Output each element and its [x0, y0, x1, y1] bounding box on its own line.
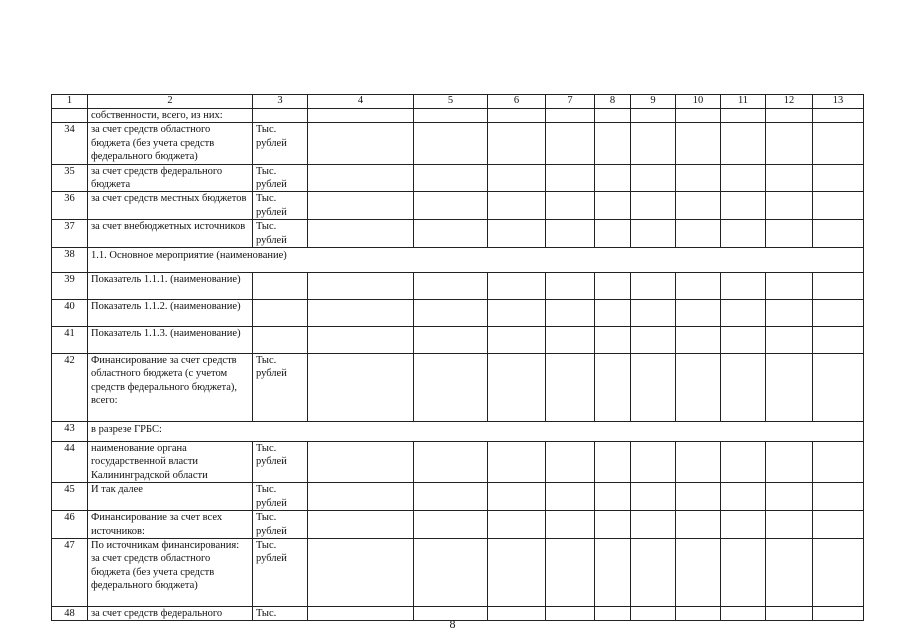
value-cell	[813, 123, 864, 164]
table-row	[52, 483, 864, 511]
value-cell	[721, 273, 766, 300]
row-name-cell: за счет средств местных бюджетов	[88, 192, 253, 220]
row-name-cell: за счет средств областного бюджета (без учета средств федерального бюджета)	[88, 123, 253, 164]
unit-cell	[253, 273, 308, 300]
value-cell	[766, 483, 813, 511]
table-row	[52, 422, 864, 442]
row-name-cell: И так далее	[88, 483, 253, 511]
value-cell	[676, 273, 721, 300]
row-number-cell: 34	[52, 123, 88, 164]
value-cell	[631, 327, 676, 354]
table-row	[52, 192, 864, 220]
value-cell	[546, 220, 595, 248]
value-cell	[595, 192, 631, 220]
value-cell	[546, 442, 595, 483]
value-cell	[308, 354, 414, 422]
value-cell	[721, 123, 766, 164]
value-cell	[631, 273, 676, 300]
value-cell	[488, 273, 546, 300]
row-number-cell: 48	[52, 606, 88, 620]
value-cell	[546, 164, 595, 192]
page-number: 8	[449, 617, 456, 631]
value-cell	[631, 220, 676, 248]
column-header: 5	[414, 95, 488, 109]
value-cell	[308, 511, 414, 539]
value-cell	[308, 164, 414, 192]
value-cell	[676, 220, 721, 248]
value-cell	[595, 538, 631, 606]
column-header: 6	[488, 95, 546, 109]
table-row	[52, 511, 864, 539]
value-cell	[308, 442, 414, 483]
value-cell	[308, 538, 414, 606]
section-heading-text: 1.1. Основное мероприятие (наименование)	[91, 250, 287, 262]
value-cell	[308, 220, 414, 248]
table-row	[52, 354, 864, 422]
value-cell	[414, 483, 488, 511]
row-number-cell	[52, 109, 88, 123]
value-cell	[676, 192, 721, 220]
column-header: 7	[546, 95, 595, 109]
column-header: 9	[631, 95, 676, 109]
value-cell	[595, 123, 631, 164]
value-cell	[676, 538, 721, 606]
row-name-cell: Финансирование за счет всех источников:	[88, 511, 253, 539]
value-cell	[813, 273, 864, 300]
unit-cell: Тыс. рублей	[253, 123, 308, 164]
value-cell	[631, 511, 676, 539]
value-cell	[488, 300, 546, 327]
section-heading-cell	[88, 248, 864, 273]
value-cell	[595, 442, 631, 483]
unit-cell: Тыс. рублей	[253, 164, 308, 192]
row-number-cell: 44	[52, 442, 88, 483]
row-name-cell: за счет средств федерального	[88, 606, 253, 620]
row-number-cell: 36	[52, 192, 88, 220]
value-cell	[546, 273, 595, 300]
value-cell	[813, 192, 864, 220]
value-cell	[676, 511, 721, 539]
value-cell	[631, 442, 676, 483]
value-cell	[676, 164, 721, 192]
value-cell	[676, 354, 721, 422]
row-number-cell: 37	[52, 220, 88, 248]
value-cell	[813, 483, 864, 511]
value-cell	[766, 442, 813, 483]
column-header: 12	[766, 95, 813, 109]
row-name-cell: за счет средств федерального бюджета	[88, 164, 253, 192]
value-cell	[414, 164, 488, 192]
value-cell	[631, 164, 676, 192]
value-cell	[813, 164, 864, 192]
table-row	[52, 109, 864, 123]
table-row	[52, 273, 864, 300]
value-cell	[414, 354, 488, 422]
value-cell	[414, 192, 488, 220]
value-cell	[546, 538, 595, 606]
value-cell	[595, 511, 631, 539]
value-cell	[676, 483, 721, 511]
value-cell	[766, 123, 813, 164]
table-row	[52, 164, 864, 192]
value-cell	[308, 109, 414, 123]
value-cell	[631, 123, 676, 164]
row-name-cell: По источникам финансирования: за счет средств областного бюджета (без учета средств федерального бюджета)	[88, 538, 253, 606]
value-cell	[488, 442, 546, 483]
unit-cell: Тыс. рублей	[253, 192, 308, 220]
column-header: 1	[52, 95, 88, 109]
value-cell	[414, 327, 488, 354]
table-row	[52, 220, 864, 248]
table-header-row	[52, 95, 864, 109]
value-cell	[414, 300, 488, 327]
row-number-cell: 38	[52, 248, 88, 273]
value-cell	[595, 300, 631, 327]
value-cell	[595, 109, 631, 123]
column-header: 2	[88, 95, 253, 109]
value-cell	[308, 123, 414, 164]
value-cell	[721, 483, 766, 511]
value-cell	[488, 354, 546, 422]
value-cell	[546, 354, 595, 422]
table-row	[52, 248, 864, 273]
row-name-cell: Финансирование за счет средств областного бюджета (с учетом средств федерального бюджета), всего:	[88, 354, 253, 422]
row-name-cell: собственности, всего, из них:	[88, 109, 253, 123]
unit-cell: Тыс. рублей	[253, 354, 308, 422]
column-header: 8	[595, 95, 631, 109]
value-cell	[546, 327, 595, 354]
unit-cell	[253, 300, 308, 327]
value-cell	[813, 354, 864, 422]
value-cell	[253, 109, 308, 123]
value-cell	[766, 109, 813, 123]
section-heading-cell	[88, 422, 864, 442]
value-cell	[676, 109, 721, 123]
value-cell	[414, 538, 488, 606]
unit-cell: Тыс. рублей	[253, 442, 308, 483]
value-cell	[766, 327, 813, 354]
value-cell	[595, 483, 631, 511]
value-cell	[813, 442, 864, 483]
value-cell	[308, 300, 414, 327]
value-cell	[631, 483, 676, 511]
value-cell	[414, 123, 488, 164]
unit-cell: Тыс. рублей	[253, 483, 308, 511]
row-name-cell: за счет внебюджетных источников	[88, 220, 253, 248]
value-cell	[766, 164, 813, 192]
row-number-cell: 39	[52, 273, 88, 300]
value-cell	[721, 192, 766, 220]
value-cell	[721, 109, 766, 123]
section-heading-text: в разрезе ГРБС:	[91, 424, 162, 436]
value-cell	[595, 273, 631, 300]
row-number-cell: 43	[52, 422, 88, 442]
value-cell	[721, 327, 766, 354]
row-number-cell: 46	[52, 511, 88, 539]
value-cell	[595, 354, 631, 422]
value-cell	[813, 538, 864, 606]
value-cell	[721, 442, 766, 483]
column-header: 3	[253, 95, 308, 109]
value-cell	[488, 327, 546, 354]
value-cell	[813, 300, 864, 327]
table-row	[52, 123, 864, 164]
value-cell	[766, 192, 813, 220]
value-cell	[546, 109, 595, 123]
row-number-cell: 40	[52, 300, 88, 327]
table-row	[52, 538, 864, 606]
row-number-cell: 35	[52, 164, 88, 192]
unit-cell: Тыс. рублей	[253, 538, 308, 606]
value-cell	[414, 273, 488, 300]
value-cell	[676, 300, 721, 327]
value-cell	[766, 300, 813, 327]
value-cell	[676, 442, 721, 483]
value-cell	[488, 192, 546, 220]
value-cell	[721, 220, 766, 248]
value-cell	[813, 511, 864, 539]
value-cell	[546, 483, 595, 511]
value-cell	[414, 442, 488, 483]
row-number-cell: 47	[52, 538, 88, 606]
value-cell	[308, 483, 414, 511]
value-cell	[546, 300, 595, 327]
value-cell	[631, 354, 676, 422]
row-name-cell: Показатель 1.1.1. (наименование)	[88, 273, 253, 300]
program-table	[51, 94, 864, 621]
value-cell	[546, 123, 595, 164]
value-cell	[546, 192, 595, 220]
value-cell	[813, 220, 864, 248]
value-cell	[721, 354, 766, 422]
table-row	[52, 300, 864, 327]
value-cell	[414, 109, 488, 123]
value-cell	[488, 220, 546, 248]
value-cell	[721, 300, 766, 327]
value-cell	[488, 164, 546, 192]
value-cell	[595, 220, 631, 248]
row-name-cell: Показатель 1.1.2. (наименование)	[88, 300, 253, 327]
table-row	[52, 442, 864, 483]
unit-cell: Тыс. рублей	[253, 220, 308, 248]
value-cell	[488, 511, 546, 539]
column-header: 10	[676, 95, 721, 109]
value-cell	[308, 273, 414, 300]
value-cell	[631, 300, 676, 327]
column-header: 11	[721, 95, 766, 109]
value-cell	[721, 511, 766, 539]
value-cell	[631, 538, 676, 606]
value-cell	[546, 511, 595, 539]
value-cell	[766, 538, 813, 606]
row-number-cell: 41	[52, 327, 88, 354]
row-number-cell: 42	[52, 354, 88, 422]
value-cell	[676, 123, 721, 164]
value-cell	[766, 220, 813, 248]
value-cell	[766, 354, 813, 422]
unit-cell	[253, 327, 308, 354]
value-cell	[631, 109, 676, 123]
value-cell	[488, 538, 546, 606]
value-cell	[488, 123, 546, 164]
value-cell	[813, 109, 864, 123]
value-cell	[721, 538, 766, 606]
unit-cell: Тыс.	[253, 606, 308, 620]
value-cell	[595, 164, 631, 192]
column-header: 13	[813, 95, 864, 109]
value-cell	[488, 483, 546, 511]
value-cell	[766, 511, 813, 539]
value-cell	[308, 192, 414, 220]
unit-cell: Тыс. рублей	[253, 511, 308, 539]
column-header: 4	[308, 95, 414, 109]
value-cell	[595, 327, 631, 354]
value-cell	[676, 327, 721, 354]
row-number-cell: 45	[52, 483, 88, 511]
value-cell	[308, 327, 414, 354]
value-cell	[414, 511, 488, 539]
value-cell	[631, 192, 676, 220]
row-name-cell: наименование органа государственной власти Калининградской области	[88, 442, 253, 483]
table-row	[52, 327, 864, 354]
value-cell	[813, 327, 864, 354]
value-cell	[766, 273, 813, 300]
value-cell	[414, 220, 488, 248]
value-cell	[721, 164, 766, 192]
value-cell	[488, 109, 546, 123]
row-name-cell: Показатель 1.1.3. (наименование)	[88, 327, 253, 354]
